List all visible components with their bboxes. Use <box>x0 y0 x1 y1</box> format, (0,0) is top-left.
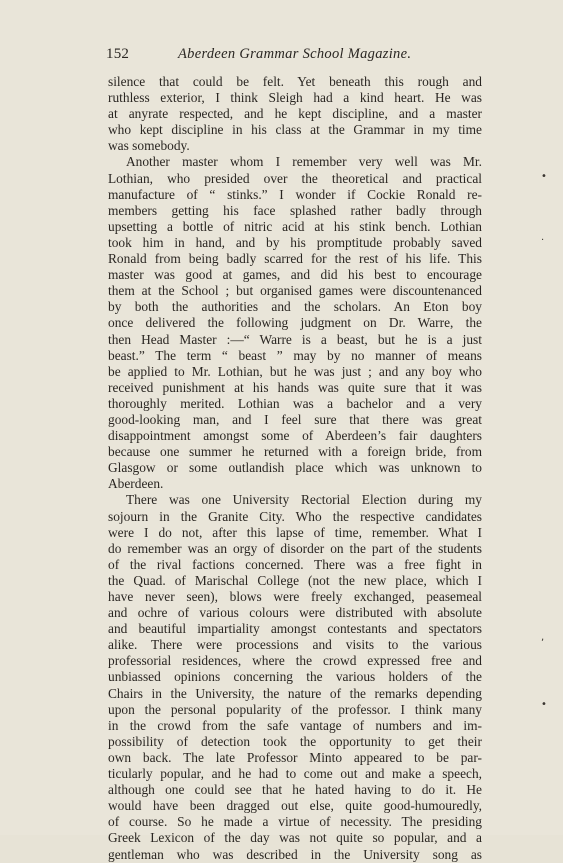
margin-speck: , <box>541 632 545 643</box>
text-line: silence that could be felt. Yet beneath this rough and <box>108 74 482 89</box>
text-line: them at the School ; but organised games were discountenanced <box>108 283 482 299</box>
text-line: was somebody. <box>108 138 190 154</box>
text-line: professorial residences, where the crowd expressed free and <box>108 653 482 669</box>
running-title: Aberdeen Grammar School Magazine. <box>178 46 412 62</box>
text-line: at anyrate respected, and he kept discipline, and a master <box>108 106 482 122</box>
text-line: There was one University Rectorial Election during my <box>126 492 482 508</box>
text-line: disappointment amongst some of Aberdeen’s fair daughters <box>108 428 482 444</box>
text-line: Ronald from being badly scarred for the rest of his life. This <box>108 251 482 267</box>
text-line: upsetting a bottle of nitric acid at his stink bench. Lothian <box>108 218 482 234</box>
text-line: and beautiful impartiality amongst contestants and spectators <box>108 621 482 637</box>
text-line: once delivered the following judgment on Dr. Warre, the <box>108 315 482 331</box>
text-line: and ochre of various colours were distributed with absolute <box>108 605 482 621</box>
text-line: be applied to Mr. Lothian, but he was just ; and any boy who <box>108 363 482 379</box>
text-line: thoroughly merited. Lothian was a bachelor and a very <box>108 395 482 411</box>
margin-speck: • <box>541 699 547 710</box>
text-line: then Head Master :—“ Warre is a beast, but he is a just <box>108 331 482 347</box>
text-line: Greek Lexicon of the day was not quite so popular, and a <box>108 830 482 846</box>
text-line: who kept discipline in his class at the Grammar in my time <box>108 122 482 138</box>
text-line: received punishment at his hands was quite sure that it was <box>108 379 482 395</box>
text-line: do remember was an orgy of disorder on the part of the students <box>108 540 482 556</box>
text-line: ruthless exterior, I think Sleigh had a kind heart. He was <box>108 90 482 106</box>
text-line: alike. There were processions and visits to the various <box>108 637 482 653</box>
text-line: unbiassed opinions concerning the various holders of the <box>108 669 482 685</box>
text-line: by both the authorities and the scholars. An Eton boy <box>108 299 482 315</box>
text-line: the Quad. of Marischal College (not the new place, which I <box>108 572 482 588</box>
text-line: members getting his face splashed rather badly through <box>108 202 482 218</box>
text-line: ticularly popular, and he had to come out and make a speech, <box>108 766 482 782</box>
text-line: manufacture of “ stinks.” I wonder if Cockie Ronald re- <box>108 186 482 202</box>
text-line: upon the personal popularity of the professor. I think many <box>108 701 482 717</box>
text-line: Aberdeen. <box>108 476 164 492</box>
text-line: would have been dragged out else, quite good-humouredly, <box>108 798 482 814</box>
text-line: good-looking man, and I feel sure that there was great <box>108 411 482 427</box>
text-line: have never seen), blows were freely exchanged, peasemeal <box>108 589 482 604</box>
text-line: gentleman who was described in the University song as <box>108 846 482 862</box>
text-line: master was good at games, and did his best to encourage <box>108 267 482 283</box>
text-line: of course. So he made a virtue of necessity. The presiding <box>108 814 482 830</box>
text-line: in the crowd from the safe vantage of numbers and im- <box>108 717 482 733</box>
page-header <box>106 46 482 62</box>
text-line: of the rival factions concerned. There was a free fight in <box>108 556 482 572</box>
margin-speck: · <box>541 235 545 246</box>
body-text <box>108 74 482 863</box>
text-line: Chairs in the University, the nature of the remarks depending <box>108 685 482 701</box>
text-line: although one could see that he hated having to do it. He <box>108 782 482 798</box>
text-line: because one summer he returned with a foreign bride, from <box>108 444 482 460</box>
page-number: 152 <box>106 46 130 62</box>
text-line: were I do not, after this lapse of time, remember. What I <box>108 524 482 540</box>
text-line: own back. The late Professor Minto appeared to be par- <box>108 749 482 765</box>
text-line: Another master whom I remember very well was Mr. <box>126 154 482 170</box>
text-line: took him in hand, and by his promptitude probably saved <box>108 234 482 250</box>
text-line: Lothian, who presided over the theoretical and practical <box>108 170 482 186</box>
margin-speck: • <box>541 171 547 182</box>
text-line: possibility of detection took the opportunity to get their <box>108 733 482 749</box>
text-line: Glasgow or some outlandish place which was unknown to <box>108 460 482 476</box>
text-line: sojourn in the Granite City. Who the respective candidates <box>108 508 482 524</box>
text-line: beast.” The term “ beast ” may by no manner of means <box>108 347 482 363</box>
